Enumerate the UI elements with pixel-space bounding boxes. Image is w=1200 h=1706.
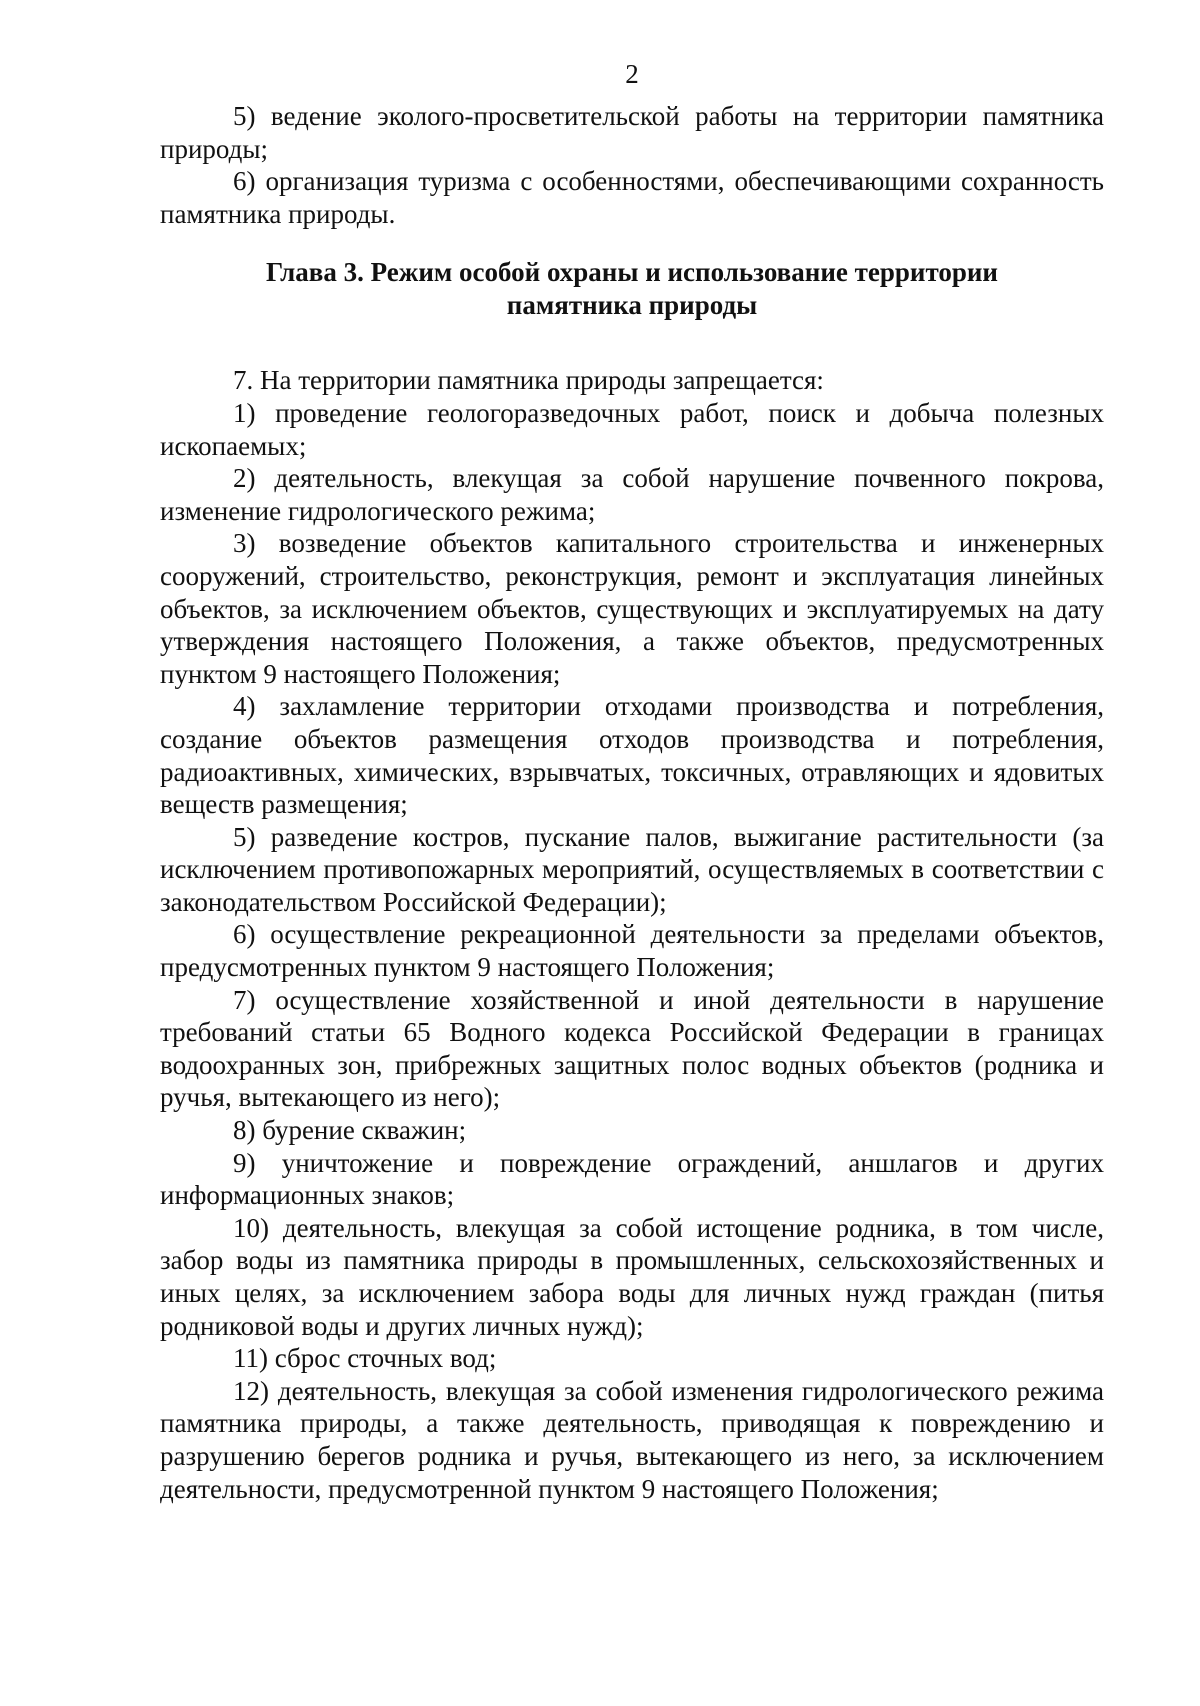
paragraph-7: 7. На территории памятника природы запрещается: (233, 365, 824, 396)
document-page (160, 58, 1104, 1505)
intro-item-6: 6) организация туризма с особенностями, обеспечивающими сохранность памятника природы. (160, 166, 1104, 229)
list-item-6: 6) осуществление рекреационной деятельности за пределами объектов, предусмотренных пунктом 9 настоящего Положения; (160, 919, 1104, 983)
list-item-7: 7) осуществление хозяйственной и иной деятельности в нарушение требований статьи 65 Водного кодекса Российской Федерации в границах водоохранных зон, прибрежных защитных полос водных объектов (родника и ручья, вытекающего из него); (160, 984, 1104, 1113)
list-item-9: 9) уничтожение и повреждение ограждений, аншлагов и других информационных знаков; (160, 1147, 1104, 1211)
list-item-11: 11) сброс сточных вод; (233, 1343, 497, 1374)
list-item-2: 2) деятельность, влекущая за собой нарушение почвенного покрова, изменение гидрологического режима; (160, 463, 1104, 526)
list-item-4: 4) захламление территории отходами производства и потребления, создание объектов размещения отходов производства и потребления, радиоактивных, химических, взрывчатых, токсичных, отравляющих и ядовитых веществ размещения; (160, 691, 1104, 820)
chapter-heading (160, 256, 1104, 322)
list-item-10: 10) деятельность, влекущая за собой истощение родника, в том числе, забор воды из памятника природы в промышленных, сельскохозяйственных и иных целях, за исключением забора воды для личных нужд граждан (питья родниковой воды и других личных нужд); (160, 1212, 1104, 1341)
chapter-heading-line-2: памятника природы (506, 290, 758, 321)
chapter-heading-line-1: Глава 3. Режим особой охраны и использование территории (266, 257, 998, 288)
list-item-12: 12) деятельность, влекущая за собой изменения гидрологического режима памятника природы, а также деятельность, приводящая к повреждению и разрушению берегов родника и ручья, вытекающего из него, за исключением деятельности, предусмотренной пунктом 9 настоящего Положения; (160, 1375, 1104, 1504)
page-number: 2 (625, 59, 639, 89)
list-item-1: 1) проведение геологоразведочных работ, поиск и добыча полезных ископаемых; (160, 397, 1104, 461)
intro-item-5: 5) ведение эколого-просветительской работы на территории памятника природы; (160, 101, 1104, 164)
list-item-8: 8) бурение скважин; (233, 1115, 467, 1146)
list-item-3: 3) возведение объектов капитального строительства и инженерных сооружений, строительство, реконструкция, ремонт и эксплуатация линейных объектов, за исключением объектов, существующих и эксплуатируемых на дату утверждения настоящего Положения, а также объектов, предусмотренных пунктом 9 настоящего Положения; (160, 528, 1104, 689)
list-item-5: 5) разведение костров, пускание палов, выжигание растительности (за исключением противопожарных мероприятий, осуществляемых в соответствии с законодательством Российской Федерации); (160, 821, 1104, 917)
